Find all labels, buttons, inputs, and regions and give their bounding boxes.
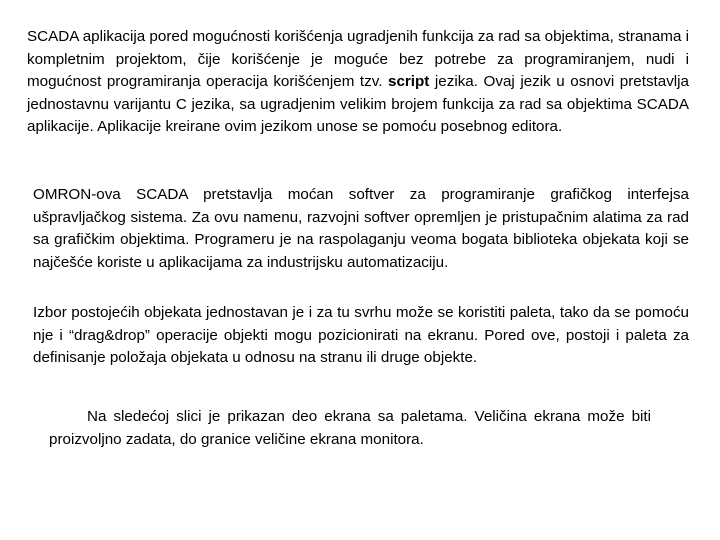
paragraph-object-palette: Izbor postojećih objekata jednostavan je i za tu svrhu može se koristiti paleta, tako da se pomoću nje i “drag&drop” operacije objekti mogu pozicionirati na ekranu. Pored ove, postoji i paleta za definisanje položaja objekata u odnosu na stranu ili druge objekte. — [33, 304, 689, 366]
p1-text-end: jezika. Ovaj jezik u osnovi pretstavlja jednostavnu varijantu C jezika, sa ugradjenim velikim brojem funkcija za rad sa objektima SCADA aplikacije. Aplikacije kreirane ovim jezikom unose se pomoću posebnog editora. — [27, 73, 689, 135]
paragraph-screen-palettes: Na sledećoj slici je prikazan deo ekrana sa paletama. Veličina ekrana može biti proizvoljno zadata, do granice veličine ekrana monitora. — [49, 408, 651, 448]
p1-text-start: SCADA aplikacija pored mogućnosti korišćenja ugradjenih funkcija za rad sa objektima, stranama i kompletnim projektom, čije korišćenje je moguće bez potrebe za programiranjem, nudi i mogućnost programiranja operacija korišćenjem tzv. — [27, 28, 689, 90]
paragraph-omron-scada: OMRON-ova SCADA pretstavlja moćan softver za programiranje grafičkog interfejsa ušpravljačkog sistema. Za ovu namenu, razvojni softver opremljen je pristupačnim alatima za rad sa grafičkim objektima. Programeru je na raspolaganju veoma bogata biblioteka objekata koji se najčešće koriste u aplikacijama za industrijsku automatizaciju. — [33, 186, 689, 271]
p1-script-term: script — [388, 73, 430, 90]
paragraph-scada-scripting — [27, 26, 689, 139]
